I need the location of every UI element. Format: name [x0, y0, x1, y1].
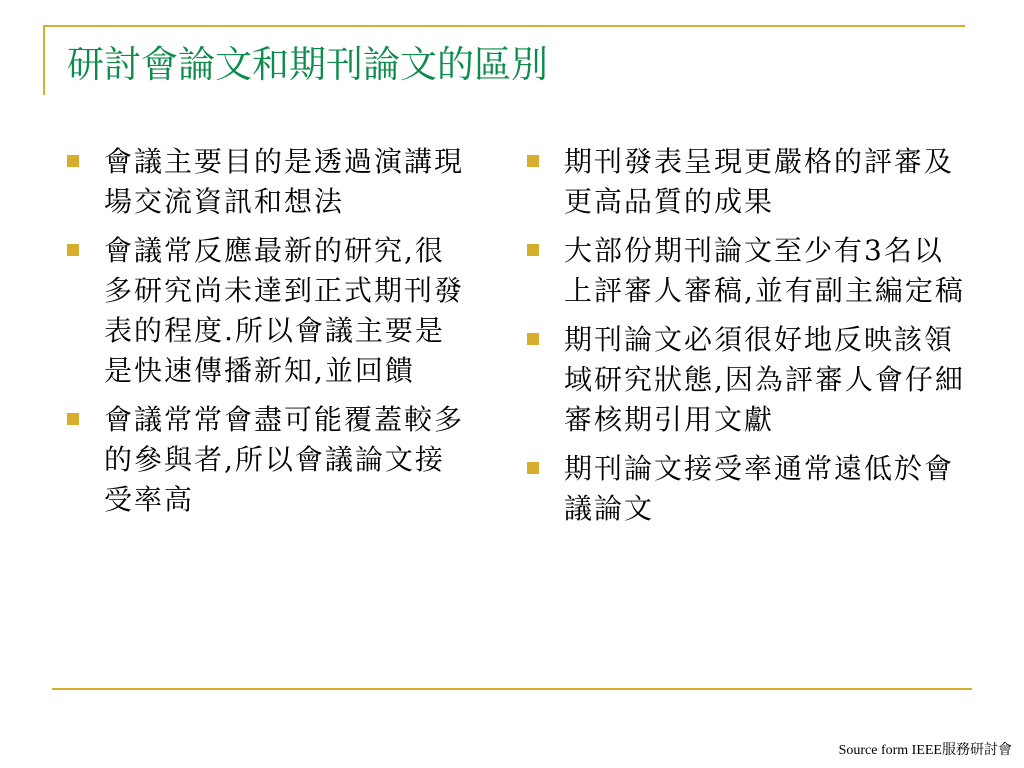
square-bullet-icon: [67, 413, 79, 425]
bullet-text: 期刊論文接受率通常遠低於會議論文: [564, 452, 955, 525]
frame-left-line: [43, 25, 45, 95]
bullet-item: [522, 449, 970, 529]
bullet-item: [522, 320, 970, 440]
bullet-text: 大部份期刊論文至少有3名以上評審人審稿,並有副主編定稿: [564, 234, 965, 307]
bullet-item: [522, 231, 970, 311]
bullet-text: 會議主要目的是透過演講現場交流資訊和想法: [104, 145, 465, 218]
slide-title: 研討會論文和期刊論文的區別: [67, 43, 548, 86]
bullet-item: [522, 142, 970, 222]
left-column: [62, 142, 472, 529]
square-bullet-icon: [527, 462, 539, 474]
square-bullet-icon: [527, 333, 539, 345]
right-column: [522, 142, 970, 538]
square-bullet-icon: [527, 155, 539, 167]
source-footer: Source form IEEE服務研討會: [838, 743, 1012, 758]
frame-top-line: [43, 25, 965, 27]
bullet-text: 期刊論文必須很好地反映該領域研究狀態,因為評審人會仔細審核期引用文獻: [564, 323, 965, 436]
square-bullet-icon: [527, 244, 539, 256]
square-bullet-icon: [67, 155, 79, 167]
bullet-text: 期刊發表呈現更嚴格的評審及更高品質的成果: [564, 145, 955, 218]
bullet-text: 會議常常會盡可能覆蓋較多的參與者,所以會議論文接受率高: [104, 403, 465, 516]
square-bullet-icon: [67, 244, 79, 256]
bullet-item: [62, 400, 472, 520]
bullet-item: [62, 142, 472, 222]
bullet-text: 會議常反應最新的研究,很多研究尚未達到正式期刊發表的程度.所以會議主要是是快速傳播新知,並回饋: [104, 234, 465, 387]
frame-bottom-line: [52, 688, 972, 690]
bullet-item: [62, 231, 472, 391]
